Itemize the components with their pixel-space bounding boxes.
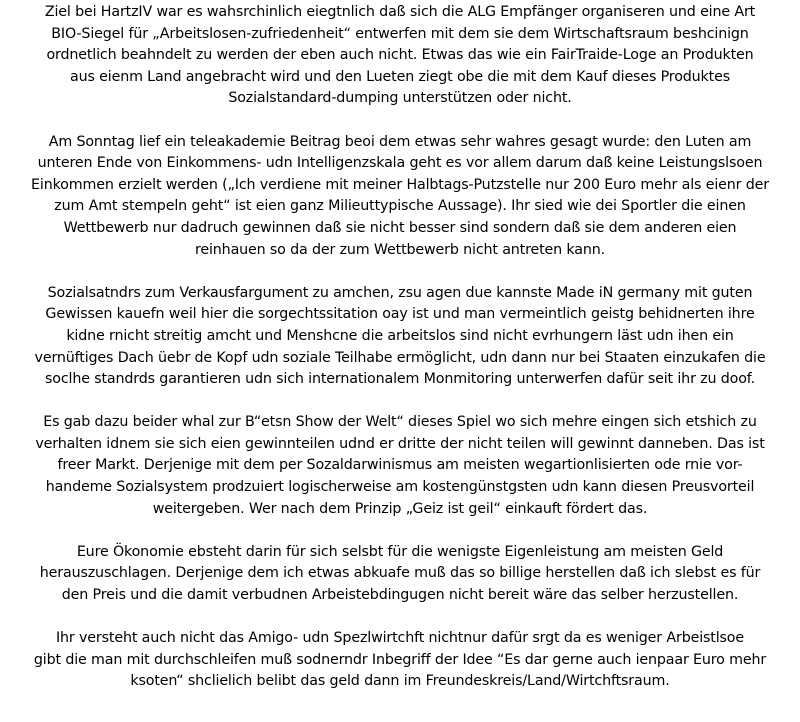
text-line: zum Amt stempeln geht“ ist eien ganz Milieuttypische Aussage). Ihr sied wie dei Sportler die einen bbox=[54, 198, 746, 215]
text-line: Ihr versteht auch nicht das Amigo- udn Spezlwirtchft nichtnur dafür srgt da es weniger Arbeistlsoe bbox=[55, 630, 744, 647]
text-line: Einkommen erzielt werden („Ich verdiene mit meiner Halbtags-Putzstelle nur 200 Euro mehr als eienr der bbox=[31, 176, 769, 193]
text-line: herauszuschlagen. Derjenige dem ich etwas abkuafe muß das so billige herstellen daß ich slebst es für bbox=[39, 565, 761, 582]
text-line: reinhauen so da der zum Wettbewerb nicht antreten kann. bbox=[194, 241, 606, 258]
paragraph-3 bbox=[0, 283, 800, 391]
paragraph-5 bbox=[0, 542, 800, 607]
text-line: Sozialsatndrs zum Verkausfargument zu amchen, zsu agen due kannste Made iN germany mit guten bbox=[47, 284, 753, 301]
text-line: aus eienm Land angebracht wird und den Lueten ziegt obe die mit dem Kauf dieses Produktes bbox=[70, 68, 730, 85]
text-line: Es gab dazu beider whal zur B“etsn Show der Welt“ dieses Spiel wo sich mehre eingen sich etshich zu bbox=[43, 414, 757, 431]
text-line: Am Sonntag lief ein teleakademie Beitrag beoi dem etwas sehr wahres gesagt wurde: den Luten am bbox=[48, 133, 752, 150]
text-line: Gewissen kauefn weil hier die sorgechtssitation oay ist und man vermeintlich geistg behidnerten ihre bbox=[45, 306, 755, 323]
text-line: gibt die man mit durchschleifen muß sodnerndr Inbegriff der Idee “Es dar gerne auch ienpaar Euro mehr bbox=[33, 651, 767, 668]
text-line: handeme Sozialsystem prodzuiert logischerweise am kostengünstgsten udn kann diesen Preusvorteil bbox=[45, 479, 755, 496]
text-line: soclhe standrds garantieren udn sich internationalem Monmitoring unterwerfen dafür seit ihr zu doof. bbox=[45, 371, 755, 388]
text-line: ordnetlich beahndelt zu werden der eben auch nicht. Etwas das wie ein FairTraide-Loge an Produkten bbox=[46, 47, 754, 64]
text-line: Ziel bei HartzIV war es wahsrchinlich eiegtnlich daß sich die ALG Empfänger organiseren und eine Art bbox=[44, 4, 756, 20]
paragraph-6 bbox=[0, 628, 800, 693]
text-line: ksoten“ shclielich belibt das geld dann im Freundeskreis/Land/Wirtchftsraum. bbox=[130, 673, 670, 690]
paragraph-1 bbox=[0, 2, 800, 110]
text-line: verhalten idnem sie sich eien gewinnteilen udnd er dritte der nicht teilen will gewinnt danneben. Das ist bbox=[35, 435, 765, 452]
text-line: BIO-Siegel für „Arbeitslosen-zufriedenheit“ entwerfen mit dem sie dem Wirtschaftsraum beshcinign bbox=[51, 25, 749, 42]
paragraph-2 bbox=[0, 132, 800, 262]
text-line: weitergeben. Wer nach dem Prinzip „Geiz ist geil“ einkauft fördert das. bbox=[152, 500, 648, 517]
text-line: Eure Ökonomie ebsteht darin für sich selsbt für die wenigste Eigenleistung am meisten Geld bbox=[76, 543, 724, 560]
text-line: Wettbewerb nur dadruch gewinnen daß sie nicht besser sind sondern daß sie dem anderen eien bbox=[63, 219, 737, 236]
text-line: unteren Ende von Einkommens- udn Intelligenzskala geht es vor allem darum daß keine Leistungslsoen bbox=[37, 155, 763, 172]
paragraph-4 bbox=[0, 412, 800, 520]
text-line: Sozialstandard-dumping unterstützen oder nicht. bbox=[228, 90, 572, 107]
text-line: den Preis und die damit verbudnen Arbeistebdingugen nicht bereit wäre das selber herzustellen. bbox=[61, 587, 739, 604]
text-line: freer Markt. Derjenige mit dem per Sozaldarwinismus am meisten wegartionlisierten ode rnie vor- bbox=[57, 457, 743, 474]
text-line: kidne rnicht streitig amcht und Menshcne die arbeitslos sind nicht evrhungern läst udn ihen ein bbox=[66, 327, 734, 344]
text-line: vernüftiges Dach üebr de Kopf udn soziale Teilhabe ermöglicht, udn dann nur bei Staaten einzukafen die bbox=[34, 349, 766, 366]
